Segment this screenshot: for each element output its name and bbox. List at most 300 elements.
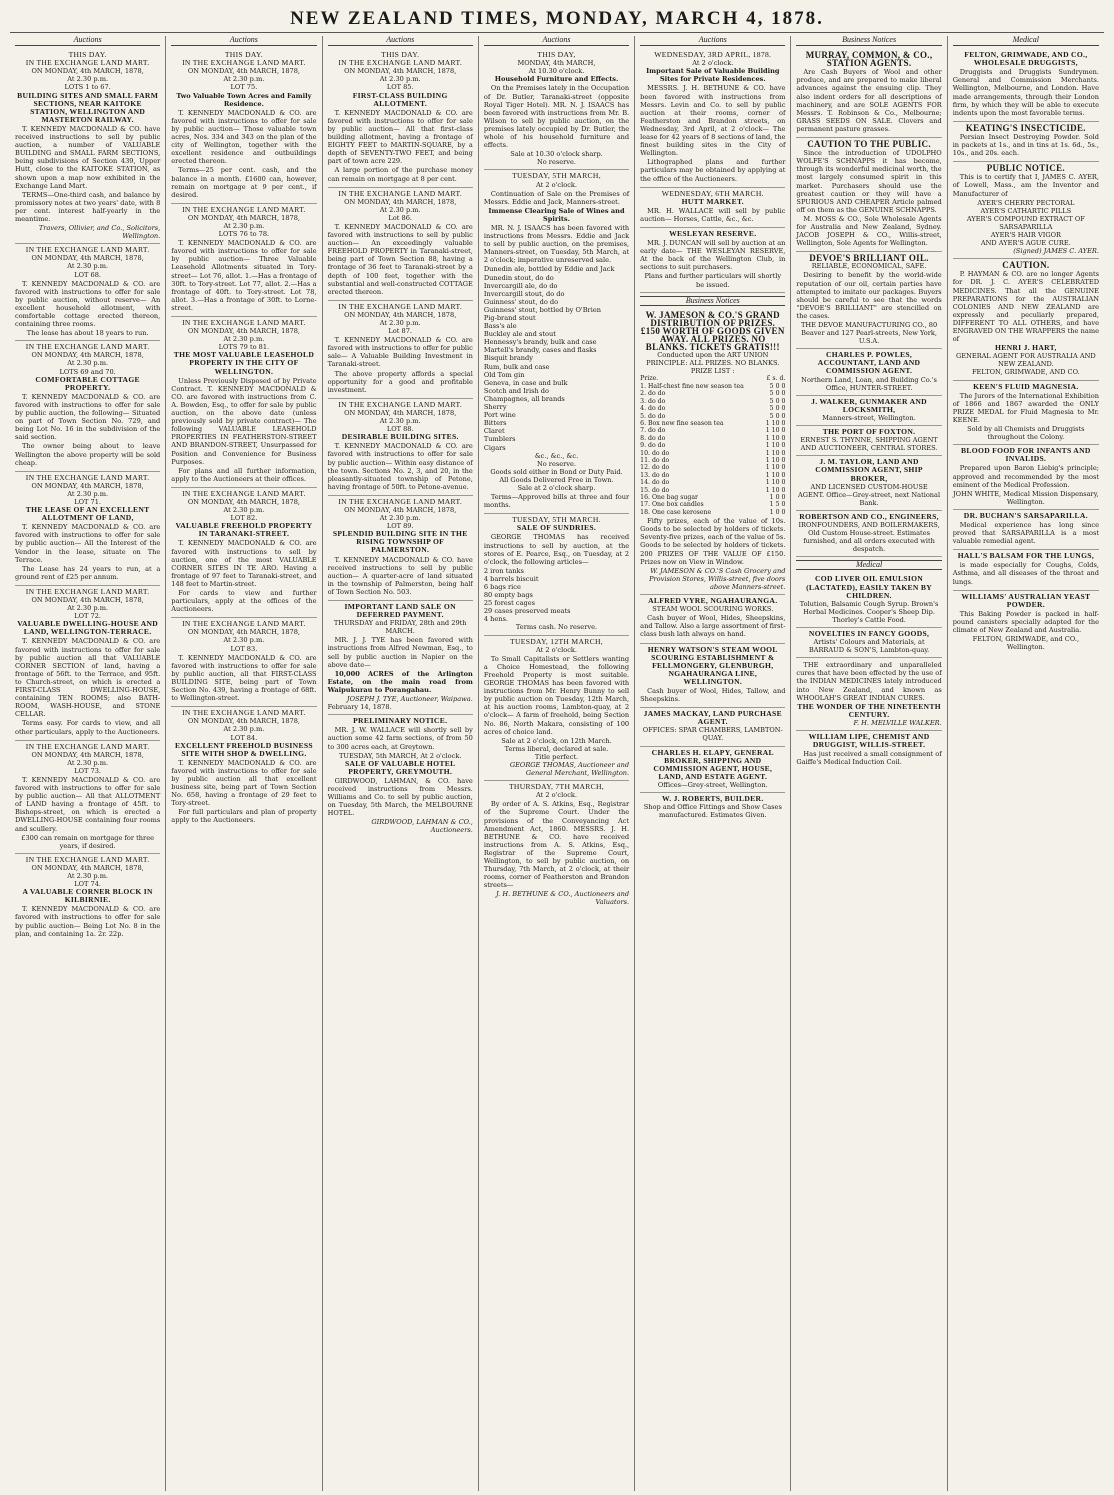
ad-signature: J. H. BETHUNE & CO., Auctioneers and Valuators. — [496, 890, 630, 907]
ad-line: WEDNESDAY, 6TH MARCH. — [661, 188, 764, 198]
ad-title: PUBLIC NOTICE. — [986, 163, 1065, 174]
ad-title: Two Valuable Town Acres and Family Residence. — [176, 91, 312, 108]
prize-value: 1 0 0 — [769, 508, 786, 516]
ad-title: CAUTION. — [1002, 260, 1050, 271]
table-row — [640, 487, 785, 494]
ad-body: T. KENNEDY MACDONALD & CO. are favored with instructions to sell by public auction— An exceedingly valuable FREEHOLD PROPERTY in Taranaki-street, being part of Town Section 88, having a frontage of 36 feet to Taranaki-street by a depth of 100 feet, together with the substantial and well-constructed COTTAGE erected thereon. — [327, 222, 473, 296]
prize-value: 1 10 0 — [765, 427, 786, 435]
ad-body: T. KENNEDY MACDONALD & CO. are favored with instructions to offer for sale by public auction, without reserve— An excellent household allotment, with comfortable cottage erected thereon, containing three rooms. — [15, 279, 161, 329]
ad-lot: LOTS 79 to 81. — [218, 343, 270, 352]
ad-title: A VALUABLE CORNER BLOCK IN KILBIRNIE. — [22, 887, 153, 905]
ad-body: Druggists and Druggists Sundrymen. General and Commission Merchants. Wellington, Melbourne, and London. Have made arrangements, through their London firm, by which they will be able to execute indents upon the most favorable terms. — [952, 68, 1099, 117]
ad-lot: LOT 89. — [386, 522, 414, 531]
business-ad — [640, 793, 785, 822]
ad-body: IRONFOUNDERS, AND BOILERMAKERS, Old Custom House-street. Estimates furnished, and all orders executed with despatch. — [798, 520, 940, 554]
ad-line: IN THE EXCHANGE LAND MART. — [338, 399, 463, 409]
ad-line: IN THE EXCHANGE LAND MART. — [25, 58, 150, 68]
table-row — [640, 442, 785, 449]
table-row — [640, 457, 785, 464]
list-item: Hennessy's brandy, bulk and case — [483, 338, 597, 347]
prize-desc: 11. do do — [640, 456, 670, 464]
ad-line: ON MONDAY, 4th MARCH, 1878, — [31, 596, 144, 604]
ad-body: T. KENNEDY MACDONALD & CO. are favored with instructions to offer for sale by public auction— Three Valuable Leasehold Allotments situated in Tory-street— Lot 76, allot. 1.—Has a frontage of 30ft. to Tory-street. Lot 77, allot. 2.—Has a frontage of 40ft. to Tory-street. Lot 78, allot. 3.—Has a frontage of 30ft. to Lorne-street. — [171, 239, 317, 312]
ad-body: OFFICES: SPAR CHAMBERS, LAMBTON-QUAY. — [642, 726, 783, 743]
ad-line: At 2.30 p.m. — [223, 636, 265, 645]
ad-signature: FELTON, GRIMWADE, and CO., Wellington. — [972, 635, 1080, 652]
prize-header-value: £ s. d. — [766, 375, 786, 383]
ad-lot: LOT 68. — [74, 270, 102, 279]
ad-signature: JOHN WHITE, Medical Mission Dispensary, Wellington. — [953, 489, 1099, 506]
ad-line: THIS DAY. — [381, 50, 420, 60]
auction-ad — [328, 49, 473, 188]
ad-title: FELTON, GRIMWADE, AND CO., WHOLESALE DRUGGISTS, — [964, 50, 1088, 68]
ad-footer: No reserve. — [536, 158, 577, 167]
column-4 — [479, 36, 635, 1491]
ad-title: PRELIMINARY NOTICE. — [353, 716, 448, 726]
ad-footer: The above property affords a special opportunity for a good and profitable investment. — [327, 369, 473, 394]
ad-body: Artists' Colours and Materials, at BARRAUD & SON'S, Lambton-quay. — [808, 638, 930, 655]
ad-title: DR. BUCHAN'S SARSAPARILLA. — [963, 510, 1088, 520]
auction-ad — [15, 472, 160, 586]
ad-title: ROBERTSON AND CO., ENGINEERS, — [799, 511, 939, 521]
prize-desc: 7. do do — [640, 427, 666, 435]
ad-title: HENRY WATSON'S STEAM WOOL SCOURING ESTABLISHMENT & FELLMONGERY, GLENBURGH, NGAHAURANGA LINE, WELLINGTON. — [647, 644, 778, 686]
prize-desc: 18. One case kerosene — [640, 508, 712, 516]
ad-footer: Sale at 2 o'clock, on 12th March. — [501, 736, 612, 745]
ad-line: ON MONDAY, 4th MARCH, 1878, — [31, 67, 144, 76]
table-row — [640, 450, 785, 457]
ad-lot: LOT 73. — [74, 766, 102, 775]
ad-body: To Small Capitalists or Settlers wanting a Choice Homestead, the following Freehold Property is most suitable. GEORGE THOMAS has been favored with instructions from Mr. Henry Bunny to sell by public auction on Tuesday, 12th March, at his auction rooms, Lambton-quay, at 2 o'clock— A farm of freehold, being Section No. 86, North Makara, consisting of 100 acres of choice land. — [483, 654, 630, 736]
ad-line: MONDAY, 4th MARCH, — [517, 59, 596, 68]
ad-footer: For full particulars and plan of property apply to the Auctioneers. — [171, 808, 317, 825]
ad-title: VALUABLE DWELLING-HOUSE AND LAND, WELLINGTON-TERRACE. — [17, 619, 159, 637]
ad-body: AND LICENSED CUSTOM-HOUSE AGENT. Office—Grey-street, next National Bank. — [798, 482, 941, 507]
ad-lot: Lot 87. — [388, 327, 412, 336]
prize-desc: 3. do do — [640, 397, 666, 405]
business-ad — [796, 456, 941, 511]
ad-body: Prepared upon Baron Liebig's principle; approved and recommended by the most eminent of the Medical Profession. — [952, 464, 1099, 489]
ad-line: At 2.30 p.m. — [67, 604, 109, 613]
auction-ad — [640, 49, 785, 188]
prize-value: 5 0 0 — [769, 397, 786, 405]
ad-line: IN THE EXCHANGE LAND MART. — [338, 58, 463, 68]
ad-body: MR. J. DUNCAN will sell by auction at an early date— THE WESLEYAN RESERVE, At the back of the Wellington Club, in sections to suit purchasers. — [640, 239, 786, 272]
ad-title: Immense Clearing Sale of Wines and Spirits. — [488, 206, 625, 223]
ad-body: Unless Previously Disposed of by Private Contract. T. KENNEDY MACDONALD & CO. are favored with instructions from C. A. Bowden, Esq., to offer for sale by public auction, on the above date (unless previously sold by private contract)— The following VALUABLE LEASEHOLD PROPERTIES IN FEATHERSTON-STREET AND BRANDON-STREET, Unsurpassed for Position and Convenience for Business Purposes. — [171, 376, 317, 466]
ad-body: T. KENNEDY MACDONALD & CO. are favored with instructions to offer for sale by public auction, the following— Situated on part of Town Section No. 729, and being Lot No. 16 in the subdivision of the said section. — [15, 392, 161, 442]
prize-desc: 8. do do — [640, 434, 666, 442]
list-item: Bass's ale — [483, 322, 517, 331]
list-item: Guinness' stout, do do — [483, 297, 559, 306]
ad-line: Terms—Approved bills at three and four months. — [483, 493, 630, 510]
ad-title: DESIRABLE BUILDING SITES. — [341, 432, 459, 442]
ad-line: At 2.30 p.m. — [67, 758, 109, 767]
ad-subtitle: GENERAL AGENT FOR AUSTRALIA AND NEW ZEALAND. — [956, 352, 1096, 369]
ad-line: IN THE EXCHANGE LAND MART. — [25, 245, 150, 255]
business-ad — [640, 309, 785, 595]
ad-line: At 2 o'clock. — [535, 645, 577, 654]
masthead-title: NEW ZEALAND TIMES, MONDAY, MARCH 4, 1878. — [10, 6, 1104, 33]
prize-value: 1 0 0 — [769, 493, 786, 501]
ad-signature: GEORGE THOMAS, Auctioneer and General Merchant, Wellington. — [509, 760, 630, 778]
medical-ad — [953, 162, 1099, 259]
ad-footer: For plans and all further information, apply to the Auctioneers at their offices. — [171, 466, 317, 483]
ad-body: T. KENNEDY MACDONALD & CO. are favored with instructions to offer for sale by public auction— All that ALLOTMENT of LAND having a frontage of 45ft. to Bishops-street, on which is erected a DWELLING-HOUSE containing four rooms and scullery. — [15, 775, 161, 833]
ad-line: IN THE EXCHANGE LAND MART. — [182, 58, 306, 68]
prize-desc: 15. do do — [640, 486, 670, 494]
column-heading: Auctions — [15, 36, 160, 46]
column-3 — [323, 36, 479, 1491]
ad-line: Sale at 2 o'clock sharp. — [517, 483, 596, 492]
auction-ad — [328, 399, 473, 496]
ad-body: Fifty prizes, each of the value of 10s. Goods to be selected by holders of tickets. Seventy-five prizes, each of the value of 5s. Goods to be selected by holders of tickets. 200 PRIZES OF THE VALUE OF £150. Prizes now on View in Window. — [640, 517, 786, 566]
auction-ad — [328, 715, 473, 837]
ad-lot: LOT 71. — [74, 497, 102, 506]
list-item: AYER'S CHERRY PECTORAL — [977, 198, 1075, 207]
ad-signature: JOSEPH J. TYE, Auctioneer, Waipawa. — [346, 695, 473, 704]
table-row — [640, 464, 785, 471]
ad-line: IN THE EXCHANGE LAND MART. — [25, 472, 150, 482]
ad-title: JAMES MACKAY, LAND PURCHASE AGENT. — [643, 709, 782, 727]
ad-title: COD LIVER OIL EMULSION (LACTATED), EASILY TAKEN BY CHILDREN. — [806, 574, 933, 600]
ad-body: Northern Land, Loan, and Building Co.'s Office, HUNTER-STREET. — [801, 375, 937, 392]
table-row — [640, 472, 785, 479]
ad-body: GIRDWOOD, LAHMAN, & CO. have received instructions from Messrs. Williams and Co. to sell by public auction, on Tuesday, 5th March, the MELBOURNE HOTEL. — [327, 776, 473, 818]
section-heading: Business Notices — [640, 296, 785, 306]
auction-ad — [484, 170, 629, 514]
list-item: Buckley ale and stout — [483, 330, 556, 339]
ad-title: J. WALKER, GUNMAKER AND LOCKSMITH, — [811, 396, 927, 414]
ad-footer: Terms cash. No reserve. — [515, 623, 598, 632]
medical-ad — [796, 573, 941, 628]
auction-ad — [15, 244, 160, 341]
ad-title: Household Furniture and Effects. — [494, 75, 619, 84]
ad-body: MR. H. WALLACE will sell by public auction— Horses, Cattle, &c., &c. — [640, 206, 786, 223]
prize-value: 1 10 0 — [765, 464, 786, 472]
ad-date: February 14, 1878. — [327, 703, 392, 712]
list-item: AND AYER'S AGUE CURE. — [980, 239, 1071, 248]
ad-title: KEEN'S FLUID MAGNESIA. — [973, 381, 1079, 391]
ad-signature: M. MOSS & CO., Sole Wholesale Agents for Australia and New Zealand, Sydney. JACOB JOSEPH & CO., Willis-street, Wellington, Sole Agents for Wellington. — [796, 214, 942, 248]
ad-line: ON MONDAY, 4th MARCH, 1878, — [187, 717, 301, 726]
ad-line: ON MONDAY, 4th MARCH, 1878, — [31, 351, 144, 360]
prize-table-header — [640, 375, 785, 382]
ad-title: HALL'S BALSAM FOR THE LUNGS, — [957, 551, 1095, 561]
business-ad — [640, 644, 785, 709]
prize-value: 1 10 0 — [765, 449, 786, 457]
ad-body: This Baking Powder is packed in half-pound canisters specially adapted for the climate of New Zealand and Australia. — [952, 609, 1099, 634]
prize-value: 5 0 0 — [769, 390, 786, 398]
ad-title: COMFORTABLE COTTAGE PROPERTY. — [35, 374, 140, 392]
list-item: 29 cases preserved meats — [483, 607, 571, 616]
prize-value: 1 10 0 — [765, 434, 786, 442]
auction-ad — [484, 514, 629, 635]
ad-body: Cash buyer of Wool, Hides, Tallow, and Sheepskins. — [640, 686, 786, 704]
ad-line: At 2.30 p.m. — [223, 335, 265, 344]
medical-ad — [953, 591, 1099, 655]
ad-title: THE PORT OF FOXTON. — [822, 427, 916, 437]
prize-value: 5 0 0 — [769, 412, 786, 420]
ad-line: All Goods Delivered Free in Town. — [499, 475, 614, 484]
column-6 — [791, 36, 947, 1491]
ad-title: BLOOD FOOD FOR INFANTS AND INVALIDS. — [961, 446, 1091, 464]
list-item: Old Tom gin — [483, 370, 525, 379]
ad-body: T. KENNEDY MACDONALD & CO. have received instructions to sell by public auction— A quarter-acre of land situated in the township of Palmerston, being half of Town Section No. 503. — [327, 555, 473, 596]
ad-title: CHARLES P. POWLES, ACCOUNTANT, LAND AND COMMISSION AGENT. — [817, 350, 921, 376]
list-item: Dunedin ale, bottled by Eddie and Jack — [483, 265, 615, 274]
ad-body: ERNEST S. THYNNE, SHIPPING AGENT AND AUCTIONEER, CENTRAL STORES. — [800, 436, 938, 453]
medical-ad — [953, 259, 1099, 380]
prize-header-label: Prize. — [640, 375, 659, 383]
ad-signature: W. JAMESON & CO.'S Cash Grocery and Provision Stores, Willis-street, five doors above Manners-street. — [649, 566, 786, 591]
ad-body: This is to certify that I, JAMES C. AYER, of Lowell, Mass., am the Inventor and Manufacturer of — [952, 173, 1099, 198]
table-row — [640, 390, 785, 397]
prize-desc: 10. do do — [640, 449, 670, 457]
ad-acres: 10,000 ACRES of the Arlington Estate, on the main road from Waipukurau to Porangahau. — [327, 669, 473, 694]
ad-line: IN THE EXCHANGE LAND MART. — [25, 741, 150, 751]
ad-line: At 2.30 p.m. — [223, 221, 265, 230]
auction-ad — [15, 741, 160, 854]
ad-title: THE WONDER OF THE NINETEENTH CENTURY. — [797, 701, 941, 719]
business-ad — [796, 138, 941, 252]
ad-footer: Plans and further particulars will shortly be issued. — [644, 272, 782, 289]
ad-body: Shop and Office Fittings and Show Cases manufactured. Estimates Given. — [643, 803, 782, 820]
ad-line: At 2.30 p.m. — [67, 872, 109, 880]
ad-body: Persian Insect Destroying Powder. Sold in packets at 1s., and in tins at 1s. 6d., 5s., 10s., and 20s. each. — [952, 132, 1099, 158]
ad-body: T. KENNEDY MACDONALD & CO. are favored with instructions to offer for sale by public auction— Being Lot No. 8 in the plan, and containing 1a. 2r. 22p. — [15, 905, 161, 938]
medical-ad — [796, 658, 941, 731]
ad-title: ALFRED VYRE, NGAHAURANGA. — [648, 596, 778, 606]
section-heading: Medical — [796, 560, 941, 570]
ad-footer: Sale at 10.30 o'clock sharp. — [510, 150, 603, 159]
prize-desc: 16. One bag sugar — [640, 493, 698, 501]
table-row — [640, 509, 785, 516]
table-row — [640, 413, 785, 420]
auction-ad — [15, 341, 160, 471]
business-ad — [640, 708, 785, 746]
business-ad — [796, 426, 941, 456]
ad-line: ON MONDAY, 4th MARCH, 1878, — [187, 628, 301, 637]
table-row — [640, 420, 785, 427]
ad-body: is made especially for Coughs, Colds, Asthma, and all diseases of the throat and lungs. — [952, 561, 1099, 586]
prize-desc: 5. do do — [640, 412, 666, 420]
ad-footer: Lithographed plans and further particulars may be obtained by applying at the office of the Auctioneers. — [640, 158, 786, 183]
ad-line: ON MONDAY, 4th MARCH, 1878, — [31, 750, 144, 759]
ad-signature: THE DEVOE MANUFACTURING CO., 80 Beaver and 127 Pearl-streets, New York, U.S.A. — [800, 321, 938, 346]
ad-footer: £300 can remain on mortgage for three years, if desired. — [21, 833, 155, 850]
ad-title: FIRST-CLASS BUILDING ALLOTMENT. — [352, 90, 448, 108]
ad-line: ON MONDAY, 4th MARCH, 1878, — [187, 327, 301, 336]
column-2 — [166, 36, 322, 1491]
ad-line: THIS DAY. — [68, 50, 107, 60]
list-item: 4 hens. — [483, 615, 509, 624]
ad-body: T. KENNEDY MACDONALD & CO. are favored with instructions to offer for sale by public auction— All the Interest of the Vendor in the lease, situate on The Terrace. — [15, 523, 161, 564]
table-row — [640, 427, 785, 434]
ad-title: BUILDING SITES AND SMALL FARM SECTIONS, NEAR KAITOKE STATION, WELLINGTON AND MASTERTON RAILWAY. — [17, 90, 159, 124]
prize-value: 1 5 0 — [769, 501, 786, 509]
goods-list — [484, 265, 629, 451]
prize-value: 1 10 0 — [765, 486, 786, 494]
ad-body: Medical experience has long since proved that SARSAPARILLA is a most valuable remedial agent. — [952, 520, 1099, 546]
ad-lot: LOTS 76 to 78. — [218, 230, 270, 239]
ad-terms: TERMS—One-third cash, and balance by promissory notes at two years' date, with 8 per cent. interest half-yearly in the meantime. — [15, 190, 161, 223]
column-heading: Auctions — [484, 36, 629, 46]
ad-line: Goods sold either in Bond or Duty Paid. — [490, 467, 623, 476]
column-heading: Auctions — [328, 36, 473, 46]
ad-body: Manners-street, Wellington. — [822, 413, 916, 422]
ad-line: IN THE EXCHANGE LAND MART. — [25, 586, 150, 596]
prize-value: 1 10 0 — [765, 419, 786, 427]
ad-body: Continuation of Sale on the Premises of Messrs. Eddie and Jack, Manners-street. — [483, 189, 630, 206]
list-item: AYER'S HAIR VIGOR — [990, 230, 1061, 239]
prize-value: 1 10 0 — [765, 479, 786, 487]
ad-body: T. KENNEDY MACDONALD & CO. are favored with instructions to offer for public sale— A Valuable Building Investment in Taranaki-street. — [327, 336, 473, 369]
prize-desc: 13. do do — [640, 471, 670, 479]
ad-line: ON MONDAY, 4th MARCH, 1878, — [344, 67, 457, 76]
list-item: 6 bags rice — [483, 583, 521, 591]
ad-line: ON MONDAY, 4th MARCH, 1878, — [187, 67, 301, 76]
ad-line: THURSDAY, 7TH MARCH, — [508, 782, 605, 792]
column-heading: Business Notices — [796, 36, 941, 46]
ad-line: At 2.30 p.m. — [379, 75, 421, 84]
ad-body: MESSRS. J. H. BETHUNE & CO. have been favored with instructions from Messrs. Levin and Co. to sell by public auction at their rooms, corner of Featherston and Brandon streets, on Wednesday, 3rd April, at 2 o'clock— The lease for 42 years of 8 sections of land, the finest building sites in the City of Wellington. — [640, 84, 786, 158]
ad-body: Tolution, Balsamic Cough Syrup. Brown's Herbal Medicines. Cooper's Sheep Dip. Thorley's Cattle Food. — [799, 599, 939, 624]
list-item: 25 forest cages — [483, 599, 536, 608]
ad-line: ON MONDAY, 4th MARCH, 1878, — [187, 213, 301, 222]
medical-ad — [953, 381, 1099, 446]
ad-body: The Jurors of the International Exhibition of 1866 and 1867 awarded the ONLY PRIZE MEDAL for Fluid Magnesia to Mr. KEENE. — [952, 391, 1099, 424]
ad-title: KEATING'S INSECTICIDE. — [965, 122, 1086, 133]
ad-line: At 2.30 p.m. — [223, 725, 265, 734]
ad-title: SALE OF SUNDRIES. — [516, 523, 597, 533]
column-grid — [10, 36, 1104, 1491]
table-row — [640, 435, 785, 442]
column-heading: Medical — [953, 36, 1099, 46]
prize-desc: 17. One box candles — [640, 501, 704, 509]
prize-desc: 12. do do — [640, 464, 670, 472]
ad-footer: For cards to view and further particulars, apply at the offices of the Auctioneers. — [171, 589, 317, 614]
ad-line: ON MONDAY, 4th MARCH, 1878, — [344, 197, 457, 206]
auction-ad — [171, 49, 316, 204]
list-item: Champagnes, all brands — [483, 394, 565, 403]
ad-body: T. KENNEDY MACDONALD & CO. are favored with instructions to offer for sale by public auction— Within easy distance of the town. Sections No. 2, 3, and 20, in the pleasantly-situated township of Petone, having frontage of 50ft. to Petone-avenue. — [327, 442, 473, 491]
list-item: Invercargill stout, do do — [483, 289, 565, 298]
ad-lot: LOT 74. — [74, 880, 102, 889]
prize-desc: 2. do do — [640, 390, 666, 398]
ad-lot: LOT 84. — [230, 733, 258, 742]
ad-title: CAUTION TO THE PUBLIC. — [807, 139, 931, 150]
ad-body: MR. J. W. WALLACE will shortly sell by auction some 42 farm sections, of from 50 to 300 acres each, at Greytown. — [327, 726, 473, 751]
table-row — [640, 398, 785, 405]
ad-signature: FELTON, GRIMWADE, AND CO. — [971, 368, 1080, 377]
sundries-list — [484, 567, 629, 624]
ad-title: W. JAMESON & CO.'S GRAND DISTRIBUTION OF PRIZES. £150 WORTH OF GOODS GIVEN AWAY. ALL PRIZES. NO BLANKS. TICKETS GRATIS!!! — [640, 309, 785, 353]
ad-title: VALUABLE FREEHOLD PROPERTY IN TARANAKI-STREET. — [175, 521, 313, 539]
ad-line: IN THE EXCHANGE LAND MART. — [25, 854, 150, 864]
ad-line: THURSDAY and FRIDAY, 28th and 29th MARCH. — [333, 619, 467, 636]
medical-ad — [953, 550, 1099, 590]
business-ad — [796, 349, 941, 395]
ad-body: Since the introduction of UDOLPHO WOLFE'S SCHNAPPS it has become, through its wonderful medicinal worth, the most largely consumed spirit in this market. Purchasers should use the greatest caution or they will have a SPURIOUS AND CHEAPER Article palmed off on them as the GENUINE SCHNAPPS. — [796, 149, 942, 214]
ad-title: IMPORTANT LAND SALE ON DEFERRED PAYMENT. — [344, 602, 456, 620]
auction-ad — [15, 586, 160, 741]
ad-footer: The Lease has 24 years to run, at a ground rent of £25 per annum. — [15, 564, 161, 581]
ad-line: IN THE EXCHANGE LAND MART. — [182, 619, 306, 629]
ad-body: T. KENNEDY MACDONALD & CO. have received instructions to sell by public auction, a number of VALUABLE BUILDING and SMALL FARM SECTIONS, being subdivisions of Section 439, Upper Hutt, close to the KAITOKE STATION, as shown upon a map now exhibited in the Exchange Land Mart. — [15, 124, 161, 190]
prize-list — [640, 383, 785, 516]
ad-footer: The owner being about to leave Wellington the above property will be sold cheap. — [15, 442, 161, 467]
list-item: Rum, bulk and case — [483, 362, 550, 371]
list-item: Dunedin stout, do do — [483, 273, 554, 282]
ad-line: ON MONDAY, 4th MARCH, 1878, — [31, 254, 144, 263]
ad-footer: Terms easy. For cards to view, and all other particulars, apply to the Auctioneers. — [15, 719, 161, 736]
ad-line: IN THE EXCHANGE LAND MART. — [338, 301, 463, 311]
ad-line: At 2.30 p.m. — [67, 359, 109, 368]
ad-signature: F. H. MELVILLE WALKER. — [853, 718, 942, 727]
list-item: Martell's brandy, cases and flasks — [483, 346, 597, 355]
ad-lot: LOTS 69 and 70. — [59, 367, 116, 376]
ad-body: MR. J. J. TYE has been favored with instructions from Alfred Newman, Esq., to sell by public auction in Napier on the above date— — [327, 636, 473, 669]
ad-line: At 10.30 o'clock. — [528, 67, 585, 76]
list-item: Invercargill ale, do do — [483, 281, 558, 290]
ad-line: At 2 o'clock. — [535, 791, 577, 800]
prize-value: 1 10 0 — [765, 442, 786, 450]
table-row — [640, 494, 785, 501]
ad-lot: LOT 72. — [74, 612, 102, 621]
ad-line: TUESDAY, 5th MARCH, At 2 o'clock. — [338, 751, 462, 760]
auction-ad — [171, 488, 316, 618]
ad-line: ON MONDAY, 4th MARCH, 1878, — [187, 497, 301, 506]
ad-title: WILLIAMS' AUSTRALIAN YEAST POWDER. — [961, 591, 1091, 609]
auction-ad — [328, 496, 473, 601]
table-row — [640, 405, 785, 412]
ad-subtitle: STEAM WOOL SCOURING WORKS. — [652, 605, 774, 614]
auction-ad — [15, 854, 160, 942]
ad-body: T. KENNEDY MACDONALD & CO. are favored with instructions to offer for sale by public auction all that VALUABLE CORNER SECTION of land, having a frontage of 56ft. to the Terrace, and 95ft. to Church-street, on which is erected a FIRST-CLASS DWELLING-HOUSE, containing TEN ROOMS; also BATH-ROOM, WASH-HOUSE, and STONE CELLAR. — [15, 637, 161, 719]
ad-signature: Travers, Ollivier, and Co., Solicitors, Wellington. — [38, 224, 161, 241]
list-item: Port wine — [483, 411, 516, 420]
ad-signature: GIRDWOOD, LAHMAN & CO., Auctioneers. — [371, 818, 473, 835]
ad-line: At 2.30 p.m. — [223, 506, 265, 515]
ad-line: ON MONDAY, 4th MARCH, 1878, — [344, 310, 457, 319]
medical-ad — [953, 510, 1099, 550]
ad-body: Offices—Grey-street, Wellington. — [657, 780, 768, 789]
ad-line: At 2.30 p.m. — [67, 262, 109, 271]
ad-line: ON MONDAY, 4th MARCH, 1878, — [344, 408, 457, 417]
ad-title: EXCELLENT FREEHOLD BUSINESS SITE WITH SHOP & DWELLING. — [174, 740, 313, 758]
auction-ad — [15, 49, 160, 244]
ad-lot: LOTS 1 to 67. — [64, 83, 111, 92]
ad-lot: Lot 86. — [388, 213, 412, 222]
ad-signature: (Signed) JAMES C. AYER. — [1013, 247, 1099, 256]
business-ad — [796, 252, 941, 349]
ad-line: IN THE EXCHANGE LAND MART. — [182, 204, 306, 214]
medical-ad — [796, 731, 941, 770]
ad-line: PRIZE LIST : — [690, 367, 735, 376]
auction-ad — [171, 618, 316, 707]
prize-desc: 9. do do — [640, 442, 666, 450]
list-item: 4 barrels biscuit — [483, 574, 539, 583]
ad-body: T. KENNEDY MACDONALD & CO. are favored with instructions to sell by auction, one of the most VALUABLE CORNER SITES IN TE ARO. Having a frontage of 97 feet to Taranaki-street, and 148 feet to Martin-street. — [171, 539, 317, 588]
ad-line: IN THE EXCHANGE LAND MART. — [338, 188, 463, 198]
ad-title: WILLIAM LIPE, CHEMIST AND DRUGGIST, WILLIS-STREET. — [808, 732, 930, 750]
ad-body: T. KENNEDY MACDONALD & CO. are favored with instructions to offer for sale by public auction— Those valuable town acres, Nos. 334 and 343 on the plan of the city of Wellington, together with the excellent residence and outbuildings erected thereon. — [171, 108, 317, 166]
ad-body: GEORGE THOMAS has received instructions to sell by auction, at the stores of E. Pearce, Esq., on Tuesday, at 2 o'clock, the following articles— — [483, 533, 630, 566]
ad-line: IN THE EXCHANGE LAND MART. — [182, 708, 306, 718]
ad-terms: Terms—25 per cent. cash, and the balance in a month. £1600 can, however, remain on mortgage at 9 per cent., if desired. — [171, 166, 317, 199]
ad-title: W. J. ROBERTS, BUILDER. — [662, 794, 764, 803]
